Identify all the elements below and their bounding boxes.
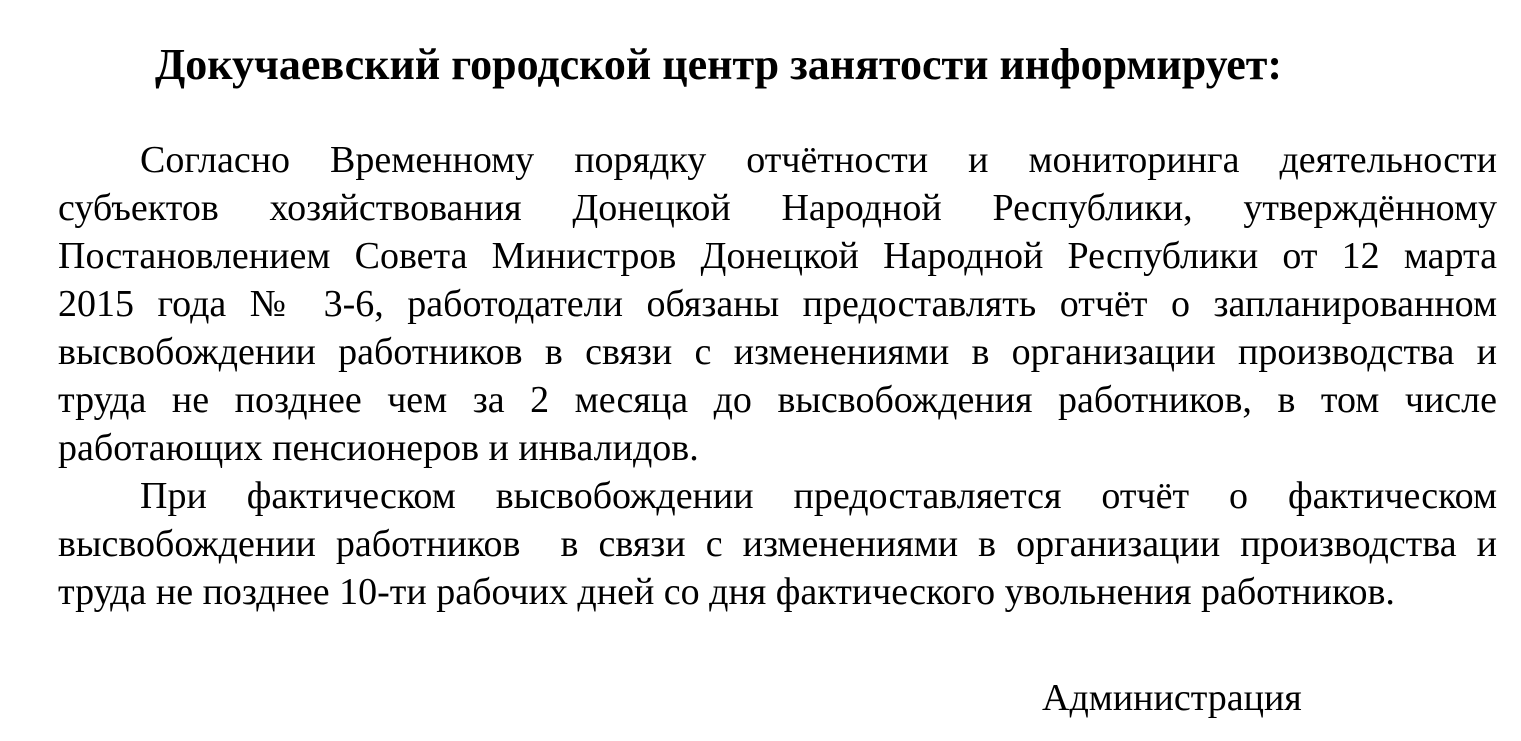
- paragraph-line: высвобождении работников в связи с изменениями в организации производства и: [58, 331, 1497, 373]
- paragraph-line: работающих пенсионеров и инвалидов.: [58, 427, 699, 469]
- paragraph-line: При фактическом высвобождении предоставляется отчёт о фактическом: [140, 475, 1497, 517]
- paragraph-line: субъектов хозяйствования Донецкой Народной Республики, утверждённому: [58, 187, 1497, 229]
- paragraph-line: Постановлением Совета Министров Донецкой Народной Республики от 12 марта: [58, 235, 1497, 277]
- paragraph-line: труда не позднее 10-ти рабочих дней со дня фактического увольнения работников.: [58, 571, 1395, 613]
- document-title: Докучаевский городской центр занятости информирует:: [155, 40, 1283, 89]
- paragraph-1: [58, 136, 1497, 472]
- paragraph-line: Согласно Временному порядку отчётности и мониторинга деятельности: [140, 139, 1497, 181]
- paragraph-line: 2015 года № 3-6, работодатели обязаны предоставлять отчёт о запланированном: [58, 283, 1497, 325]
- paragraph-line: труда не позднее чем за 2 месяца до высвобождения работников, в том числе: [58, 379, 1497, 421]
- signature: Администрация: [1042, 677, 1302, 719]
- paragraph-2: [58, 472, 1497, 616]
- paragraph-line: высвобождении работников в связи с изменениями в организации производства и: [58, 523, 1497, 565]
